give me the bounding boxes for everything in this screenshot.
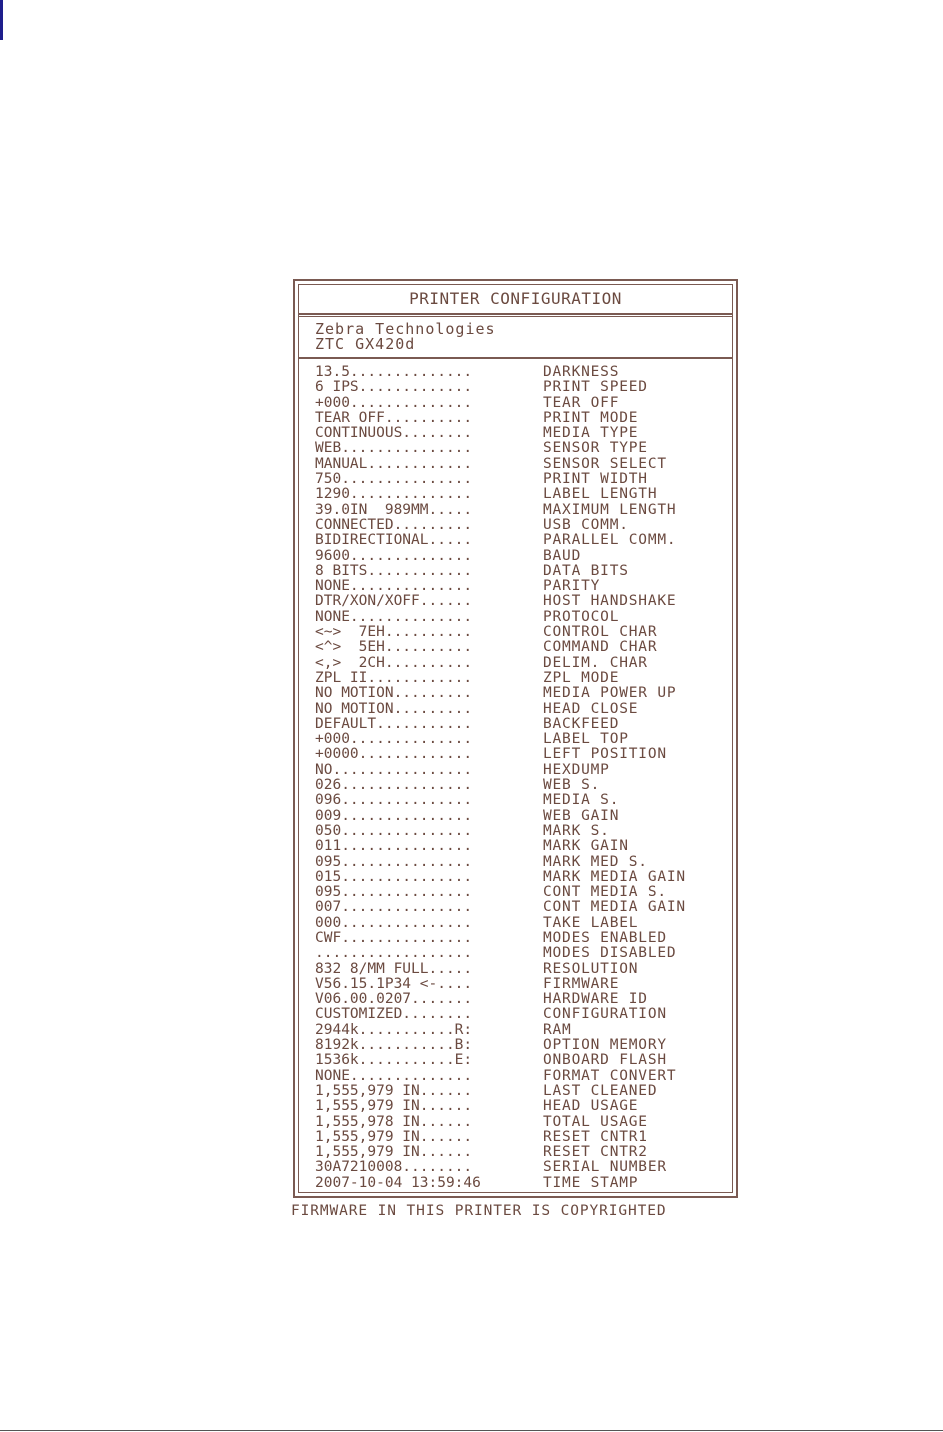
config-row (315, 778, 725, 793)
config-value: 832 8/MM FULL..... (315, 960, 473, 977)
config-value: NONE.............. (315, 608, 473, 625)
config-value: 007............... (315, 899, 473, 916)
config-value: 39.0IN 989MM..... (315, 501, 473, 518)
config-label: RAM (543, 1021, 572, 1038)
config-row (315, 962, 725, 977)
config-label: HARDWARE ID (543, 991, 648, 1008)
config-label: MEDIA TYPE (543, 425, 639, 442)
config-value: 050............... (315, 822, 473, 839)
config-row (315, 533, 725, 548)
config-value: 1,555,979 IN...... (315, 1144, 473, 1161)
config-label: CONT MEDIA S. (543, 884, 667, 901)
config-row (315, 594, 725, 609)
config-label: PARITY (543, 578, 601, 595)
config-label: RESOLUTION (543, 960, 639, 977)
config-row (315, 1007, 725, 1022)
printer-model: ZTC GX420d (315, 335, 416, 353)
config-row (315, 702, 725, 717)
config-value: 095............... (315, 853, 473, 870)
config-row (315, 1130, 725, 1145)
config-value: NONE.............. (315, 578, 473, 595)
config-label: MEDIA S. (543, 792, 620, 809)
config-label: DATA BITS (543, 562, 629, 579)
config-row (315, 931, 725, 946)
config-settings-list (315, 365, 725, 1191)
config-row (315, 1145, 725, 1160)
config-label: TAKE LABEL (543, 914, 639, 931)
copyright-footer: FIRMWARE IN THIS PRINTER IS COPYRIGHTED (291, 1203, 667, 1219)
config-label: OPTION MEMORY (543, 1037, 667, 1054)
config-value: TEAR OFF.......... (315, 409, 473, 426)
config-value: DEFAULT........... (315, 715, 473, 732)
config-value: +000.............. (315, 394, 473, 411)
config-row (315, 518, 725, 533)
config-row (315, 855, 725, 870)
config-value: CUSTOMIZED........ (315, 1006, 473, 1023)
config-row (315, 1023, 725, 1038)
config-printout (293, 279, 738, 1198)
config-label: LABEL LENGTH (543, 486, 658, 503)
config-label: ONBOARD FLASH (543, 1052, 667, 1069)
config-row (315, 671, 725, 686)
config-row (315, 564, 725, 579)
config-label: MARK MEDIA GAIN (543, 868, 686, 885)
config-value: +000.............. (315, 731, 473, 748)
config-value: <~> 7EH.......... (315, 624, 473, 641)
config-value: BIDIRECTIONAL..... (315, 532, 473, 549)
config-value: 095............... (315, 884, 473, 901)
config-label: PARALLEL COMM. (543, 532, 677, 549)
config-row (315, 793, 725, 808)
config-row (315, 426, 725, 441)
config-row (315, 457, 725, 472)
config-row (315, 946, 725, 961)
config-row (315, 656, 725, 671)
config-value: <,> 2CH.......... (315, 654, 473, 671)
config-value: 1,555,979 IN...... (315, 1082, 473, 1099)
config-row (315, 380, 725, 395)
config-value: 13.5.............. (315, 364, 473, 380)
config-row (315, 1099, 725, 1114)
config-label: CONFIGURATION (543, 1006, 667, 1023)
config-row (315, 717, 725, 732)
config-label: DELIM. CHAR (543, 654, 648, 671)
config-row (315, 686, 725, 701)
config-label: MODES ENABLED (543, 929, 667, 946)
config-label: PRINT WIDTH (543, 471, 648, 488)
printout-title: PRINTER CONFIGURATION (299, 285, 732, 315)
config-row (315, 824, 725, 839)
config-row (315, 549, 725, 564)
config-label: SENSOR TYPE (543, 440, 648, 457)
config-row (315, 763, 725, 778)
config-row (315, 870, 725, 885)
config-row (315, 1053, 725, 1068)
config-value: CONTINUOUS........ (315, 425, 473, 442)
config-label: LABEL TOP (543, 731, 629, 748)
config-row (315, 610, 725, 625)
config-row (315, 396, 725, 411)
config-label: BAUD (543, 547, 582, 564)
config-label: USB COMM. (543, 516, 629, 533)
config-label: RESET CNTR1 (543, 1128, 648, 1145)
config-row (315, 441, 725, 456)
config-row (315, 1176, 725, 1191)
config-value: CWF............... (315, 929, 473, 946)
config-value: MANUAL............ (315, 455, 473, 472)
config-row (315, 487, 725, 502)
config-value: 9600.............. (315, 547, 473, 564)
config-value: 8 BITS............ (315, 562, 473, 579)
config-label: HEAD CLOSE (543, 700, 639, 717)
config-value: .................. (315, 945, 473, 962)
config-label: CONT MEDIA GAIN (543, 899, 686, 916)
config-row (315, 1084, 725, 1099)
config-row (315, 503, 725, 518)
config-label: HEXDUMP (543, 761, 610, 778)
config-row (315, 747, 725, 762)
config-value: 096............... (315, 792, 473, 809)
config-row (315, 992, 725, 1007)
config-value: NO MOTION......... (315, 700, 473, 717)
config-label: HOST HANDSHAKE (543, 593, 677, 610)
config-value: 8192k...........B: (315, 1037, 473, 1054)
config-value: ZPL II............ (315, 669, 473, 686)
config-row (315, 839, 725, 854)
config-label: CONTROL CHAR (543, 624, 658, 641)
config-row (315, 732, 725, 747)
config-value: 011............... (315, 838, 473, 855)
config-value: 1,555,979 IN...... (315, 1098, 473, 1115)
config-label: FORMAT CONVERT (543, 1067, 677, 1084)
config-label: COMMAND CHAR (543, 639, 658, 656)
config-value: V06.00.0207....... (315, 991, 473, 1008)
config-row (315, 640, 725, 655)
config-label: SENSOR SELECT (543, 455, 667, 472)
config-value: NONE.............. (315, 1067, 473, 1084)
config-label: MARK S. (543, 822, 610, 839)
config-label: PROTOCOL (543, 608, 620, 625)
config-label: LEFT POSITION (543, 746, 667, 763)
config-label: DARKNESS (543, 364, 620, 380)
config-value: NO................ (315, 761, 473, 778)
config-value: V56.15.1P34 <-.... (315, 975, 473, 992)
config-label: WEB S. (543, 777, 601, 794)
config-value: 6 IPS............. (315, 379, 473, 396)
corner-marker (0, 0, 3, 40)
config-value: 2007-10-04 13:59:46 (315, 1174, 481, 1191)
config-label: TOTAL USAGE (543, 1113, 648, 1130)
config-value: 1290.............. (315, 486, 473, 503)
config-label: SERIAL NUMBER (543, 1159, 667, 1176)
config-value: +0000............. (315, 746, 473, 763)
config-label: FIRMWARE (543, 975, 620, 992)
config-row (315, 916, 725, 931)
page-bottom-rule (0, 1430, 943, 1431)
config-row (315, 1038, 725, 1053)
config-label: MARK GAIN (543, 838, 629, 855)
config-value: WEB............... (315, 440, 473, 457)
config-value: 026............... (315, 777, 473, 794)
config-label: PRINT MODE (543, 409, 639, 426)
config-value: CONNECTED......... (315, 516, 473, 533)
config-row (315, 809, 725, 824)
company-block (299, 316, 732, 359)
config-row (315, 365, 725, 380)
config-row (315, 411, 725, 426)
config-row (315, 472, 725, 487)
config-value: NO MOTION......... (315, 685, 473, 702)
config-row (315, 1160, 725, 1175)
config-label: ZPL MODE (543, 669, 620, 686)
config-label: PRINT SPEED (543, 379, 648, 396)
config-row (315, 625, 725, 640)
config-value: 000............... (315, 914, 473, 931)
config-label: HEAD USAGE (543, 1098, 639, 1115)
config-label: TIME STAMP (543, 1174, 639, 1191)
config-label: TEAR OFF (543, 394, 620, 411)
config-row (315, 1069, 725, 1084)
config-label: LAST CLEANED (543, 1082, 658, 1099)
config-value: 1,555,979 IN...... (315, 1128, 473, 1145)
config-value: 1536k...........E: (315, 1052, 473, 1069)
config-value: 1,555,978 IN...... (315, 1113, 473, 1130)
config-value: 30A7210008........ (315, 1159, 473, 1176)
config-label: BACKFEED (543, 715, 620, 732)
company-name: Zebra Technologies (315, 320, 496, 338)
config-row (315, 1115, 725, 1130)
config-value: 009............... (315, 807, 473, 824)
config-label: WEB GAIN (543, 807, 620, 824)
printout-inner-frame (298, 284, 733, 1193)
config-row (315, 885, 725, 900)
config-row (315, 900, 725, 915)
config-value: <^> 5EH.......... (315, 639, 473, 656)
config-row (315, 579, 725, 594)
config-label: MARK MED S. (543, 853, 648, 870)
config-value: 015............... (315, 868, 473, 885)
config-label: RESET CNTR2 (543, 1144, 648, 1161)
config-label: MODES DISABLED (543, 945, 677, 962)
config-value: DTR/XON/XOFF...... (315, 593, 473, 610)
config-label: MEDIA POWER UP (543, 685, 677, 702)
config-value: 2944k...........R: (315, 1021, 473, 1038)
config-label: MAXIMUM LENGTH (543, 501, 677, 518)
config-row (315, 977, 725, 992)
config-value: 750............... (315, 471, 473, 488)
